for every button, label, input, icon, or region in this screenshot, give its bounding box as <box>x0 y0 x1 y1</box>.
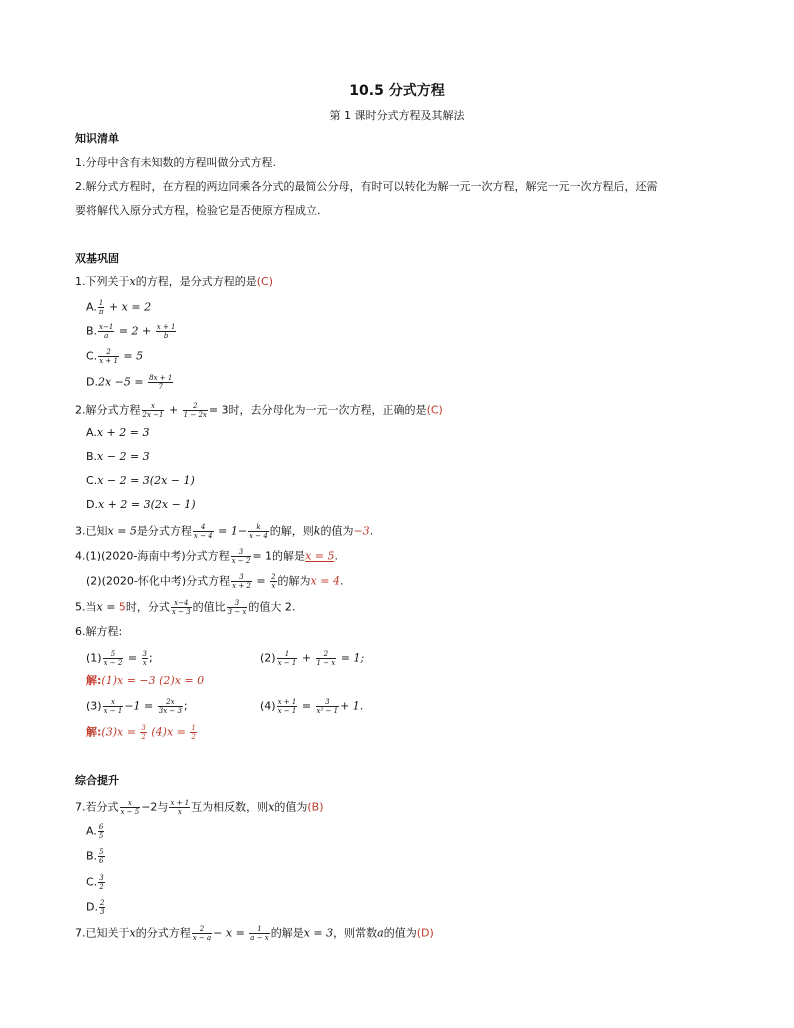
q7a-option-d <box>86 899 106 916</box>
q1-option-d-lhs: 2x −5 = <box>97 375 144 389</box>
q4-p1-stem-a: 4.(1)(2020-海南中考)分式方程 <box>75 549 230 563</box>
fraction-numerator: x−1 <box>99 323 114 331</box>
page-title: 10.5 分式方程 <box>349 83 445 99</box>
q7a-stem-a: 7.若分式 <box>75 800 119 814</box>
q7b-stem-b: 的分式方程 <box>135 926 191 940</box>
q4-p2-answer: x = 4 <box>310 574 340 588</box>
q1-option-c-fraction <box>98 348 119 365</box>
fraction-denominator: 6 <box>99 857 104 865</box>
q1-option-d <box>86 374 174 391</box>
q1-option-c-rest: = 5 <box>123 349 144 363</box>
q7a-option-b-label: B. <box>86 849 98 863</box>
knowledge-point-2-line-2: 要将解代入原分式方程，检验它是否使原方程成立. <box>75 204 321 217</box>
q7a-option-b-fraction <box>98 848 104 865</box>
q6-e3-label: (3) <box>86 699 102 713</box>
fraction-denominator: x − 4 <box>249 532 268 540</box>
q6-e1-end: ; <box>149 651 153 665</box>
q7a-option-c-fraction <box>98 874 104 891</box>
fraction-denominator: a <box>104 332 109 340</box>
fraction-numerator: x <box>120 799 141 808</box>
q6-answer-1-label: 解: <box>86 674 102 687</box>
q2-option-a-label: A. <box>86 426 97 439</box>
q6-e4-fraction-1 <box>277 698 298 715</box>
q6-e3-mid: −1 = <box>124 699 154 713</box>
fraction-numerator: 3 <box>231 548 252 557</box>
q3-stem-part-a: 3.已知 <box>75 524 108 538</box>
q6-answer-2-part-a: (3)x = <box>101 725 136 739</box>
q1-option-c-label: C. <box>86 349 98 363</box>
fraction-numerator: 2 <box>192 925 212 934</box>
q5-x-equals: x = <box>96 600 116 614</box>
q7a-option-a-label: A. <box>86 824 97 838</box>
fraction-denominator: x <box>271 582 276 590</box>
fraction-numerator: 5 <box>103 650 124 659</box>
q2-stem-part-b: = 3时，去分母化为一元一次方程，正确的是 <box>208 403 427 417</box>
q7a-option-d-fraction <box>99 899 105 916</box>
q4-p2-equals: = <box>256 574 266 588</box>
q7b-stem-d: ，则常数 <box>333 926 378 940</box>
question-3-stem <box>75 523 373 540</box>
fraction-denominator: π <box>98 308 104 316</box>
question-6-heading: 6.解方程: <box>75 625 123 638</box>
fraction-denominator: x <box>142 659 147 667</box>
q2-option-c-label: C. <box>86 474 98 487</box>
q4-p1-answer: x = 5 <box>305 549 335 563</box>
q7a-option-c-label: C. <box>86 875 98 889</box>
q6-equation-4 <box>260 698 363 715</box>
q7a-option-d-label: D. <box>86 900 98 914</box>
q2-option-d-label: D. <box>86 498 98 511</box>
q2-fraction-1 <box>142 402 165 419</box>
fraction-numerator: k <box>248 523 269 532</box>
q2-stem-part-a: 2.解分式方程 <box>75 403 141 417</box>
q1-stem-part-b: 的方程，是分式方程的是 <box>135 275 257 288</box>
q7b-condition: x = 3 <box>303 926 334 940</box>
q7b-answer: (D) <box>416 926 434 940</box>
q4-p2-stem-a: (2)(2020-怀化中考)分式方程 <box>86 574 231 588</box>
fraction-numerator: x <box>142 402 165 411</box>
q6-e3-fraction-1 <box>103 698 124 715</box>
q3-end: . <box>369 524 374 538</box>
q1-variable: x <box>129 275 136 288</box>
q6-answer-2 <box>86 724 198 741</box>
q1-option-b-fraction-1 <box>98 323 114 340</box>
question-5-stem <box>75 599 295 616</box>
q5-stem-b: 时，分式 <box>125 600 170 614</box>
q5-stem-d: 的值大 2. <box>248 600 296 614</box>
fraction-denominator: 3x − 3 <box>158 707 182 715</box>
q4-p1-end: . <box>334 549 338 563</box>
fraction-denominator: x − 1 <box>103 707 123 715</box>
q5-stem-c: 的值比 <box>192 600 226 614</box>
q1-option-d-label: D. <box>86 375 98 389</box>
fraction-denominator: x − 1 <box>277 707 297 715</box>
q7a-answer: (B) <box>307 800 324 814</box>
fraction-numerator: 2 <box>99 899 105 907</box>
q3-fraction-2 <box>248 523 269 540</box>
q2-option-d <box>86 498 196 512</box>
q3-k-variable: k <box>313 524 321 538</box>
q6-e4-fraction-2 <box>316 698 340 715</box>
fraction-denominator: 3 <box>99 908 105 916</box>
q1-option-a <box>86 299 151 316</box>
q1-option-a-rest: + x = 2 <box>108 300 152 314</box>
q7b-a-variable: a <box>377 926 384 940</box>
q6-answer-1 <box>86 674 204 688</box>
q6-answer-2-fraction-1 <box>140 724 146 741</box>
page-subtitle: 第 1 课时分式方程及其解法 <box>329 109 465 122</box>
q6-e2-fraction-1 <box>277 650 298 667</box>
q5-fraction-1 <box>171 599 192 616</box>
section-heading-knowledge: 知识清单 <box>75 132 119 145</box>
q7a-option-a <box>86 823 105 840</box>
q7a-fraction-1 <box>120 799 141 816</box>
fraction-numerator: x + 1 <box>277 698 297 706</box>
q5-answer: 5 <box>118 600 126 614</box>
q3-condition: x = 5 <box>107 524 137 538</box>
fraction-numerator: 8x + 1 <box>149 374 173 382</box>
q1-option-a-fraction <box>98 299 105 316</box>
q2-fraction-2 <box>183 402 208 419</box>
q1-answer: (C) <box>256 275 273 288</box>
q6-e1-fraction-1 <box>103 650 124 667</box>
q6-e2-fraction-2 <box>316 650 337 667</box>
q6-e4-end: + 1. <box>340 699 364 713</box>
fraction-denominator: 2 <box>141 733 146 741</box>
question-7a-stem <box>75 799 324 816</box>
q6-e1-fraction-2 <box>142 650 148 667</box>
q7a-stem-c: 的值为 <box>274 800 308 814</box>
q1-option-c <box>86 348 143 365</box>
fraction-denominator: 2 <box>191 733 196 741</box>
knowledge-point-2-line-1: 2.解分式方程时，在方程的两边同乘各分式的最简公分母，有时可以转化为解一元一次方程，解完一元一次方程后，还需 <box>75 180 658 193</box>
q1-option-b-label: B. <box>86 324 98 338</box>
question-1-stem <box>75 275 273 289</box>
q6-e3-fraction-2 <box>158 698 183 715</box>
q1-option-a-label: A. <box>86 300 97 314</box>
q3-stem-part-c: 的解，则 <box>269 524 314 538</box>
fraction-numerator: 1 <box>249 925 269 934</box>
fraction-numerator: 5 <box>99 848 104 856</box>
fraction-numerator: 3 <box>141 724 146 732</box>
q7b-stem-e: 的值为 <box>383 926 417 940</box>
fraction-numerator: x + 1 <box>170 799 190 807</box>
q1-option-b <box>86 323 177 340</box>
fraction-numerator: 2x <box>158 698 183 707</box>
q6-e1-label: (1) <box>86 651 102 665</box>
fraction-numerator: 6 <box>98 823 104 831</box>
q2-option-a <box>86 426 149 440</box>
fraction-numerator: 2 <box>98 348 119 357</box>
q5-fraction-2 <box>227 599 248 616</box>
fraction-denominator: x − 2 <box>231 557 251 565</box>
q6-e4-equals: = <box>301 699 312 713</box>
q1-option-b-fraction-2 <box>156 323 177 340</box>
q6-e4-label: (4) <box>260 699 276 713</box>
fraction-denominator: x − 1 <box>277 659 297 667</box>
fraction-denominator: x − 4 <box>193 532 213 540</box>
q1-option-d-fraction <box>148 374 173 391</box>
q6-answer-1-text: (1)x = −3 (2)x = 0 <box>101 674 205 687</box>
q5-stem-a: 5.当 <box>75 600 97 614</box>
fraction-numerator: 1 <box>98 299 104 307</box>
q3-stem-part-b: 是分式方程 <box>136 524 192 538</box>
fraction-numerator: x <box>103 698 124 707</box>
q7a-mid: −2与 <box>141 800 169 814</box>
fraction-numerator: 1 <box>191 724 196 732</box>
q2-option-b-text: x − 2 = 3 <box>97 450 150 463</box>
fraction-denominator: x + 2 <box>232 582 251 590</box>
q7a-option-a-fraction <box>98 823 104 840</box>
fraction-denominator: x² − 1 <box>316 707 339 715</box>
section-heading-advanced: 综合提升 <box>75 774 119 787</box>
q6-e2-plus: + <box>301 651 312 665</box>
q7a-x-variable: x <box>268 800 275 814</box>
fraction-numerator: 2 <box>183 402 208 411</box>
question-7b-stem <box>75 925 434 942</box>
q6-e1-equals: = <box>127 651 138 665</box>
q7a-fraction-2 <box>169 799 190 816</box>
question-2-stem <box>75 402 443 419</box>
fraction-numerator: x + 1 <box>156 323 176 331</box>
q1-option-b-mid: = 2 + <box>118 324 152 338</box>
fraction-numerator: 3 <box>231 573 252 582</box>
q7a-stem-b: 互为相反数，则 <box>191 800 269 814</box>
q6-equation-3 <box>86 698 188 715</box>
q6-answer-2-label: 解: <box>86 725 102 739</box>
q2-option-b <box>86 450 150 464</box>
question-4-part-1 <box>75 548 338 565</box>
fraction-denominator: x + 1 <box>99 357 118 365</box>
fraction-denominator: 7 <box>158 383 163 391</box>
q7b-mid: − x = <box>213 926 245 940</box>
fraction-denominator: 2 <box>99 883 104 891</box>
section-heading-basic: 双基巩固 <box>75 252 119 265</box>
fraction-numerator: 4 <box>193 523 214 532</box>
q3-fraction-1 <box>193 523 214 540</box>
fraction-denominator: x <box>177 808 182 816</box>
q2-option-a-text: x + 2 = 3 <box>96 426 150 439</box>
fraction-denominator: 1 − 2x <box>183 411 207 419</box>
fraction-denominator: x − 2 <box>103 659 123 667</box>
fraction-denominator: a − x <box>250 934 269 942</box>
fraction-numerator: 3 <box>99 874 104 882</box>
q4-p1-fraction <box>231 548 252 565</box>
q7b-stem-a: 7.已知关于 <box>75 926 130 940</box>
fraction-denominator: x − 5 <box>120 808 140 816</box>
q4-p2-fraction-1 <box>231 573 252 590</box>
fraction-denominator: x − 3 <box>171 608 191 616</box>
q7a-option-b <box>86 848 106 865</box>
fraction-denominator: 1 − x <box>316 659 336 667</box>
q2-option-c <box>86 474 195 488</box>
fraction-numerator: 2 <box>271 573 276 581</box>
q6-answer-2-fraction-2 <box>190 724 196 741</box>
q7a-option-c <box>86 874 106 891</box>
fraction-numerator: 3 <box>316 698 340 707</box>
fraction-numerator: 3 <box>142 650 147 658</box>
q7b-fraction-1 <box>192 925 212 942</box>
q6-e2-end: = 1; <box>340 651 365 665</box>
fraction-denominator: x − a <box>192 934 212 942</box>
q6-equation-2 <box>260 650 364 667</box>
q6-answer-2-part-b: (4)x = <box>151 725 186 739</box>
fraction-numerator: 2 <box>316 650 337 659</box>
q1-stem-part-a: 1.下列关于 <box>75 275 130 288</box>
q3-stem-part-d: 的值为 <box>320 524 354 538</box>
q6-e3-end: ; <box>183 699 188 713</box>
q7b-fraction-2 <box>249 925 269 942</box>
q4-p2-end: . <box>339 574 344 588</box>
fraction-denominator: b <box>163 332 169 340</box>
q2-answer: (C) <box>426 403 443 417</box>
fraction-denominator: 3 − x <box>227 608 247 616</box>
q2-option-d-text: x + 2 = 3(2x − 1) <box>97 498 196 511</box>
q2-plus: + <box>168 403 179 417</box>
q6-e2-label: (2) <box>260 651 276 665</box>
q3-answer: −3 <box>353 524 370 538</box>
q6-equation-1 <box>86 650 153 667</box>
q7b-stem-c: 的解是 <box>270 926 304 940</box>
fraction-numerator: 1 <box>277 650 298 659</box>
q4-p1-stem-b: = 1的解是 <box>252 549 306 563</box>
question-4-part-2 <box>86 573 343 590</box>
q7b-x-variable: x <box>129 926 136 940</box>
q4-p2-stem-b: 的解为 <box>277 574 311 588</box>
q4-p2-fraction-2 <box>270 573 276 590</box>
knowledge-point-1: 1.分母中含有未知数的方程叫做分式方程. <box>75 156 276 169</box>
fraction-numerator: 3 <box>227 599 248 608</box>
q3-mid: = 1− <box>218 524 248 538</box>
q2-option-c-text: x − 2 = 3(2x − 1) <box>97 474 195 487</box>
fraction-denominator: 2x −1 <box>142 411 164 419</box>
q2-option-b-label: B. <box>86 450 98 463</box>
fraction-numerator: x−4 <box>171 599 192 608</box>
fraction-denominator: 5 <box>98 832 104 840</box>
